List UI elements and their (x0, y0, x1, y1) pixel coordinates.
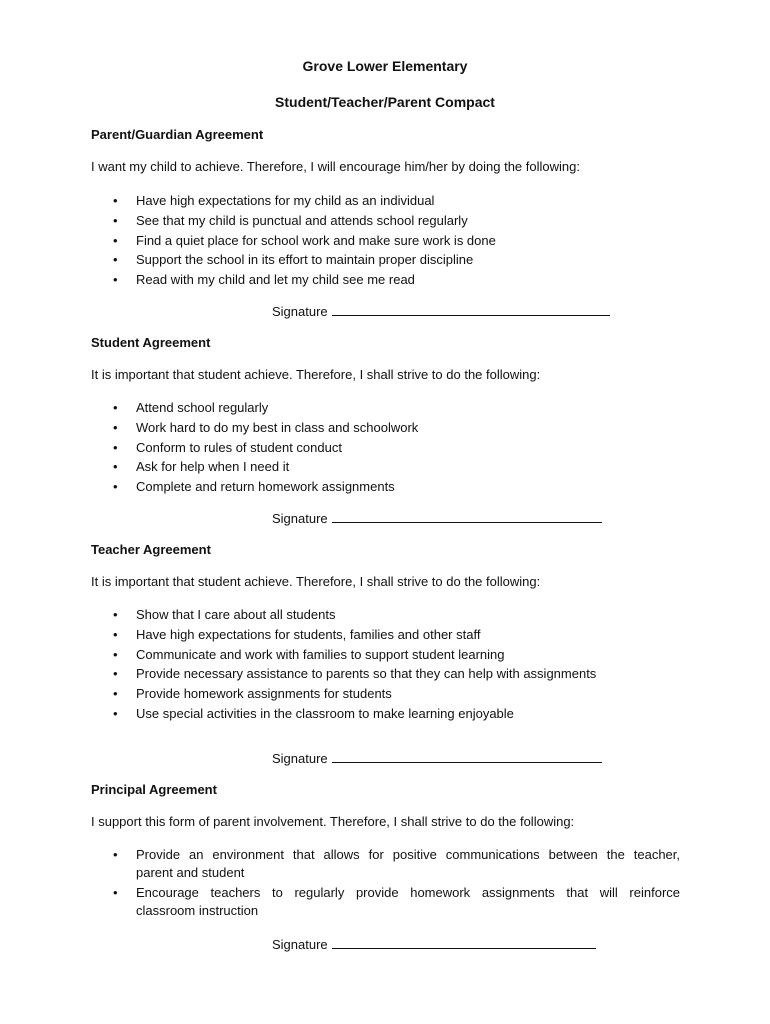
signature-label: Signature (272, 511, 328, 526)
teacher-agreement-intro: It is important that student achieve. Therefore, I shall strive to do the following: (91, 574, 541, 589)
principal-signature (272, 936, 596, 952)
list-item: • Show that I care about all students (113, 605, 683, 625)
list-item: • Complete and return homework assignments (113, 477, 683, 497)
parent-agreement-intro: I want my child to achieve. Therefore, I will encourage him/her by doing the following: (91, 159, 580, 174)
teacher-signature-line[interactable] (332, 750, 602, 763)
list-item (113, 846, 680, 882)
list-item: • Provide necessary assistance to parents so that they can help with assignments (113, 664, 683, 684)
parent-signature (272, 303, 610, 319)
list-item-line: • Encourage teachers to regularly provide homework assignments that will reinforce (136, 885, 680, 900)
teacher-agreement-list (113, 605, 683, 724)
parent-agreement-list (113, 191, 683, 290)
teacher-signature (272, 750, 602, 766)
list-item: • Work hard to do my best in class and schoolwork (113, 418, 683, 438)
compact-title: Student/Teacher/Parent Compact (275, 94, 495, 110)
parent-agreement-heading: Parent/Guardian Agreement (91, 127, 264, 142)
list-item (113, 884, 680, 920)
principal-signature-line[interactable] (332, 936, 596, 949)
list-item: • Read with my child and let my child see me read (113, 270, 683, 290)
teacher-agreement-heading: Teacher Agreement (91, 542, 211, 557)
list-item: • Have high expectations for students, families and other staff (113, 625, 683, 645)
list-item: • Find a quiet place for school work and make sure work is done (113, 231, 683, 251)
school-name: Grove Lower Elementary (302, 58, 468, 74)
list-item-line: parent and student (136, 865, 245, 880)
list-item: • See that my child is punctual and attends school regularly (113, 211, 683, 231)
list-item: • Ask for help when I need it (113, 457, 683, 477)
signature-label: Signature (272, 751, 328, 766)
signature-label: Signature (272, 304, 328, 319)
principal-agreement-list (113, 846, 680, 922)
student-agreement-heading: Student Agreement (91, 335, 211, 350)
list-item: • Communicate and work with families to support student learning (113, 645, 683, 665)
student-signature-line[interactable] (332, 510, 602, 523)
parent-signature-line[interactable] (332, 303, 610, 316)
student-agreement-list (113, 398, 683, 497)
list-item: • Provide homework assignments for students (113, 684, 683, 704)
list-item-line: • Provide an environment that allows for positive communications between the teacher, (136, 847, 680, 862)
principal-agreement-heading: Principal Agreement (91, 782, 217, 797)
list-item: • Conform to rules of student conduct (113, 438, 683, 458)
list-item-line: classroom instruction (136, 903, 259, 918)
list-item: • Support the school in its effort to maintain proper discipline (113, 250, 683, 270)
student-signature (272, 510, 602, 526)
principal-agreement-intro: I support this form of parent involvement. Therefore, I shall strive to do the following: (91, 814, 575, 829)
list-item: • Have high expectations for my child as an individual (113, 191, 683, 211)
list-item: • Use special activities in the classroom to make learning enjoyable (113, 704, 683, 724)
student-agreement-intro: It is important that student achieve. Therefore, I shall strive to do the following: (91, 367, 541, 382)
signature-label: Signature (272, 937, 328, 952)
list-item: • Attend school regularly (113, 398, 683, 418)
